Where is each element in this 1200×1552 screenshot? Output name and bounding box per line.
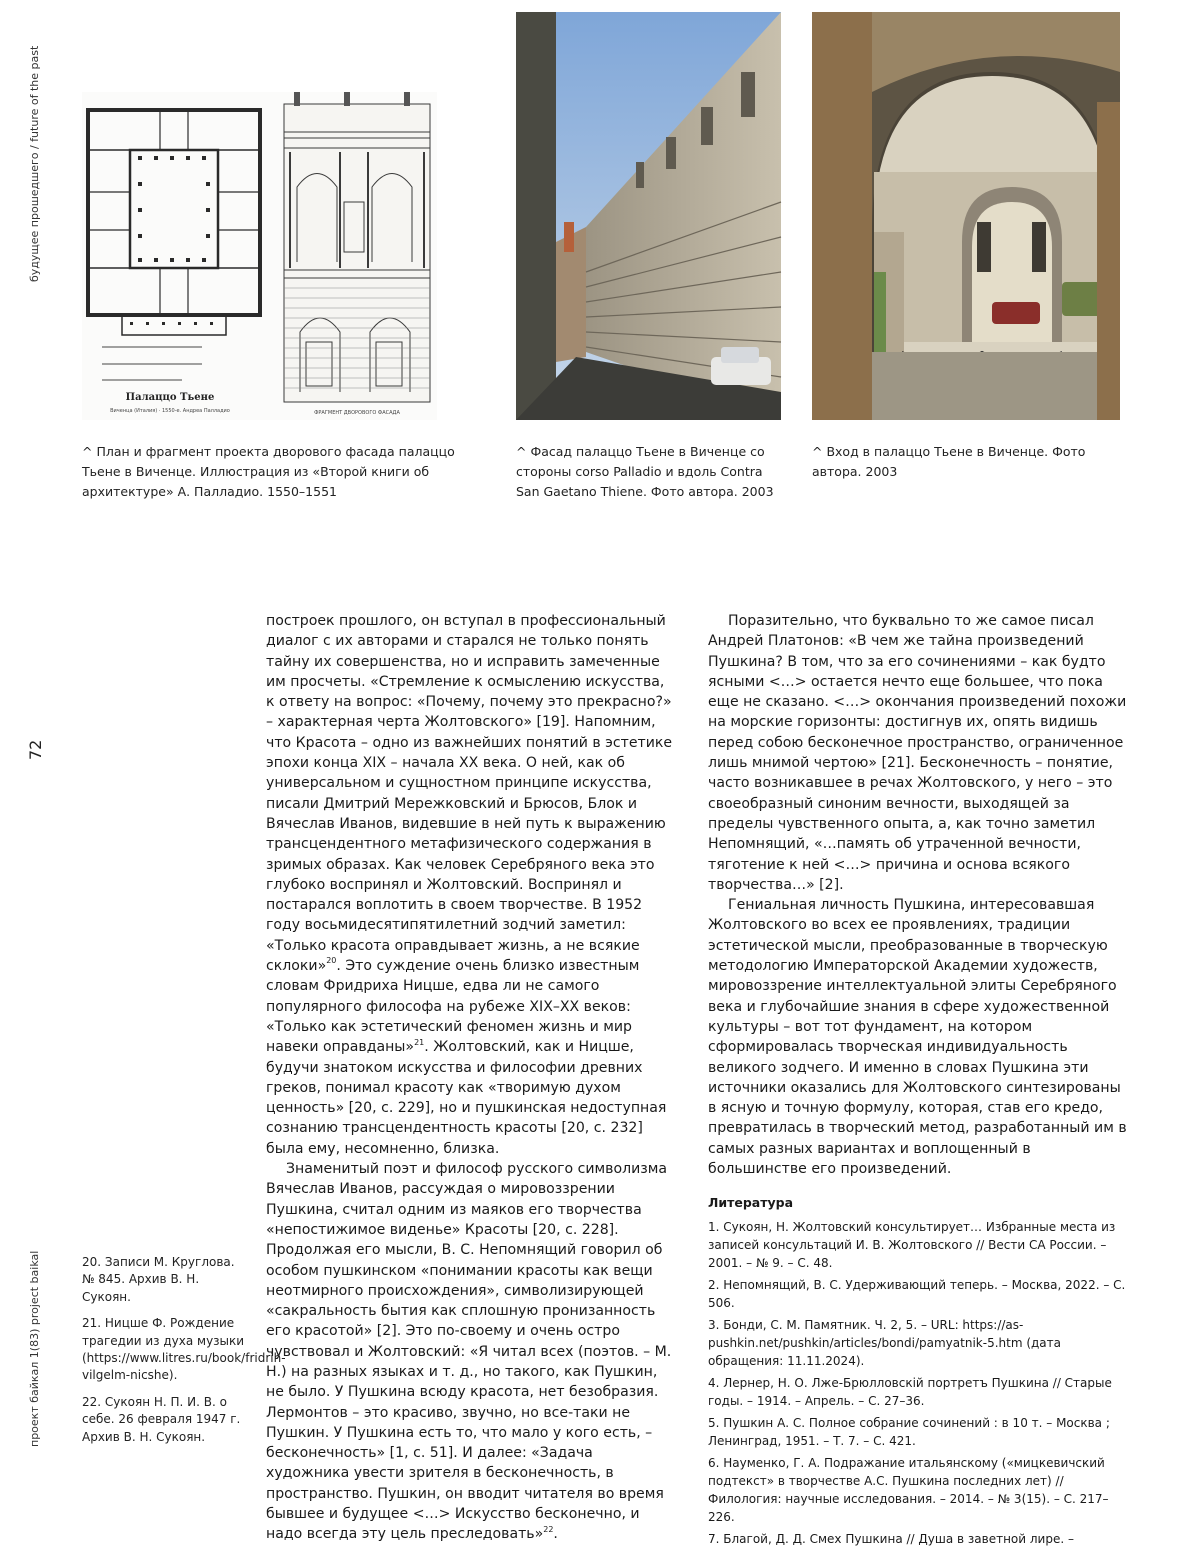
reference-item: 1. Сукоян, Н. Жолтовский консультирует… Избранные места из записей консультаций И. В. Жолтовского // Вести СА России. – 2001. – № 9. – С. 48.	[708, 1219, 1116, 1270]
figure-street-photo	[516, 12, 781, 420]
figure-arch-photo	[812, 12, 1120, 420]
reference-item: 4. Лернер, Н. О. Лже-Брюлловскій портретъ Пушкина // Старые годы. – 1914. – Апрель. – С. 27–36.	[708, 1375, 1112, 1408]
text-run: построек прошлого, он вступал в профессиональный диалог с их авторами и старался не только понять тайну их совершенства, но и исправить замеченные им просчеты. «Стремление к осмыслению искусства, к ответу на вопрос: «Почему, почему это прекрасно?» – характерная черта Жолтовского» [19]. Напомним, что Красота – одно из важнейших понятий в эстетике эпохи конца XIX – начала XX века. О ней, как об универсальном и сущностном принципе искусства, писали Дмитрий Мережковский и Брюсов, Блок и Вячеслав Иванов, видевшие в ней путь к выражению трансцендентного метафизического содержания в зримых образах. Как человек Серебряного века это глубоко воспринял и Жолтовский. Воспринял и постарался воплотить в своем творчестве. В 1952 году восьмидесятипятилетний зодчий заметил: «Только красота оправдывает жизнь, а не всякие склоки»	[266, 613, 673, 975]
footnotes	[82, 1254, 286, 1455]
footnote-ref-21: 21	[414, 1037, 425, 1047]
caption-street: ^ Фасад палаццо Тьене в Виченце со стороны corso Palladio и вдоль Contra San Gaetano Thiene. Фото автора. 2003	[516, 444, 774, 499]
article-paragraph	[266, 1159, 676, 1545]
text-run: . Это суждение очень близко известным словам Фридриха Ницше, едва ли не самого популярного философа на рубеже XIX–XX веков: «Только как эстетический феномен жизнь и мир навеки оправданы»	[266, 958, 640, 1056]
arch-photo	[812, 12, 1120, 420]
footnote-21: 21. Ницше Ф. Рождение трагедии из духа музыки (https://www.litres.ru/book/fridrih-vilgelm-nicshe).	[82, 1316, 286, 1383]
reference-item: 3. Бонди, С. М. Памятник. Ч. 2, 5. – URL: https://as-pushkin.net/pushkin/articles/bondi/pamyatnik-5.htm (дата обращения: 11.11.2024).	[708, 1317, 1062, 1368]
facade-label: ФРАГМЕНТ ДВОРОВОГО ФАСАДА	[314, 410, 400, 416]
street-photo	[516, 12, 781, 420]
text-run: Знаменитый поэт и философ русского символизма Вячеслав Иванов, рассуждая о мировоззрении Пушкина, считал одним из маяков его творчества «непостижимое виденье» Красоты [20, с. 228]. Продолжая его мысли, В. С. Непомнящий говорил об особом пушкинском «понимании красоты как вещи неотмирного происхождения», символизирующей «сакральность бытия как сплошную пронизанность его красотой» [2]. Это по-своему и очень остро чувствовал и Жолтовский: «Я читал всех (поэтов. – М. Н.) на разных языках и т. д., но такого, как Пушкин, не было. У Пушкина всюду красота, нет безобразия. Лермонтов – это красиво, звучно, но все-таки не Пушкин. У Пушкина есть то, что мало у кого есть, – бесконечность» [1, с. 51]. И далее: «Задача художника увести зрителя в бесконечность, в пространство. Пушкин, он вводит читателя во время бывшее и будущее <…> Искусство бесконечно, и надо всегда эту цель преследовать»	[266, 1161, 672, 1543]
caption-arch: ^ Вход в палаццо Тьене в Виченце. Фото автора. 2003	[812, 444, 1086, 479]
plan-subtitle: Виченца (Италия) · 1550-е. Андреа Палладио	[110, 408, 230, 414]
footnote-ref-22: 22	[543, 1524, 554, 1534]
article-column-right	[708, 611, 1128, 1552]
article-paragraph: Поразительно, что буквально то же самое писал Андрей Платонов: «В чем же тайна произведений Пушкина? В том, что за его сочинениями – как будто ясными <…> остается нечто еще большее, что пока еще не сказано. <…> окончания произведений похожи на морские горизонты: достигнув их, опять видишь перед собою бесконечное пространство, ограниченное лишь мнимой чертою» [21]. Бесконечность – понятие, часто возникавшее в речах Жолтовского, у него – это своеобразный синоним вечности, выходящей за пределы чувственного опыта, а, как точно заметил Непомнящий, «…память об утраченной вечности, тяготение к ней <…> причина и основа всякого творчества…» [2].	[708, 613, 1127, 893]
footnote-ref-20: 20	[326, 956, 337, 966]
figure-plan-drawing	[82, 92, 437, 420]
references-list	[708, 1218, 1128, 1548]
article-paragraph: Гениальная личность Пушкина, интересовавшая Жолтовского во всех ее проявлениях, традиции эстетической мысли, преобразованные в творческую методологию Императорской Академии художеств, мировоззрение интеллектуальной элиты Серебряного века и глубочайшие знания в сфере художественной культуры – вот тот фундамент, на котором сформировалась творческая индивидуальность великого зодчего. И именно в словах Пушкина эти источники оказались для Жолтовского синтезированы в ясную и точную формулу, которая, став его кредо, превратилась в творческий метод, разработанный им в самых разных вариантах и воплощенный в большинстве его произведений.	[708, 897, 1127, 1178]
text-run: .	[553, 1526, 558, 1543]
journal-title: проект байкал 1(83) project baikal	[28, 1250, 41, 1447]
caption-plan: ^ План и фрагмент проекта дворового фасада палаццо Тьене в Виченце. Иллюстрация из «Второй книги об архитектуре» А. Палладио. 1550–1551	[82, 444, 455, 499]
text-run: . Жолтовский, как и Ницше, будучи знатоком искусства и философии древних греков, понимал красоту как «творимую духом ценность» [20, с. 229], но и пушкинская недоступная сознанию трансцендентность красоты [20, с. 232] была ему, несомненно, близка.	[266, 1039, 667, 1157]
article-column-middle	[266, 611, 676, 1545]
reference-item: 7. Благой, Д. Д. Смех Пушкина // Душа в заветной лире. –	[708, 1531, 1074, 1546]
reference-item: 6. Науменко, Г. А. Подражание итальянскому («мицкевичский подтекст» в творчестве А.С. Пушкина последних лет) // Филология: научные исследования. – 2014. – № 3(15). – С. 217–226.	[708, 1455, 1109, 1524]
reference-item: 2. Непомнящий, В. С. Удерживающий теперь. – Москва, 2022. – С. 506.	[708, 1277, 1126, 1310]
reference-item: 5. Пушкин А. С. Полное собрание сочинений : в 10 т. – Москва ; Ленинград, 1951. – Т. 7. – С. 421.	[708, 1415, 1110, 1448]
running-title: будущее прошедшего / future of the past	[28, 45, 41, 282]
footnote-22: 22. Сукоян Н. П. И. В. о себе. 26 февраля 1947 г. Архив В. Н. Сукоян.	[82, 1394, 241, 1444]
article-paragraph	[266, 611, 676, 1159]
footnote-20: 20. Записи М. Круглова. № 845. Архив В. Н. Сукоян.	[82, 1255, 235, 1304]
plan-facade-drawing	[82, 92, 437, 420]
plan-title: Палаццо Тьене	[125, 392, 215, 403]
page-number: 72	[26, 739, 45, 760]
references-heading: Литература	[708, 1195, 794, 1211]
